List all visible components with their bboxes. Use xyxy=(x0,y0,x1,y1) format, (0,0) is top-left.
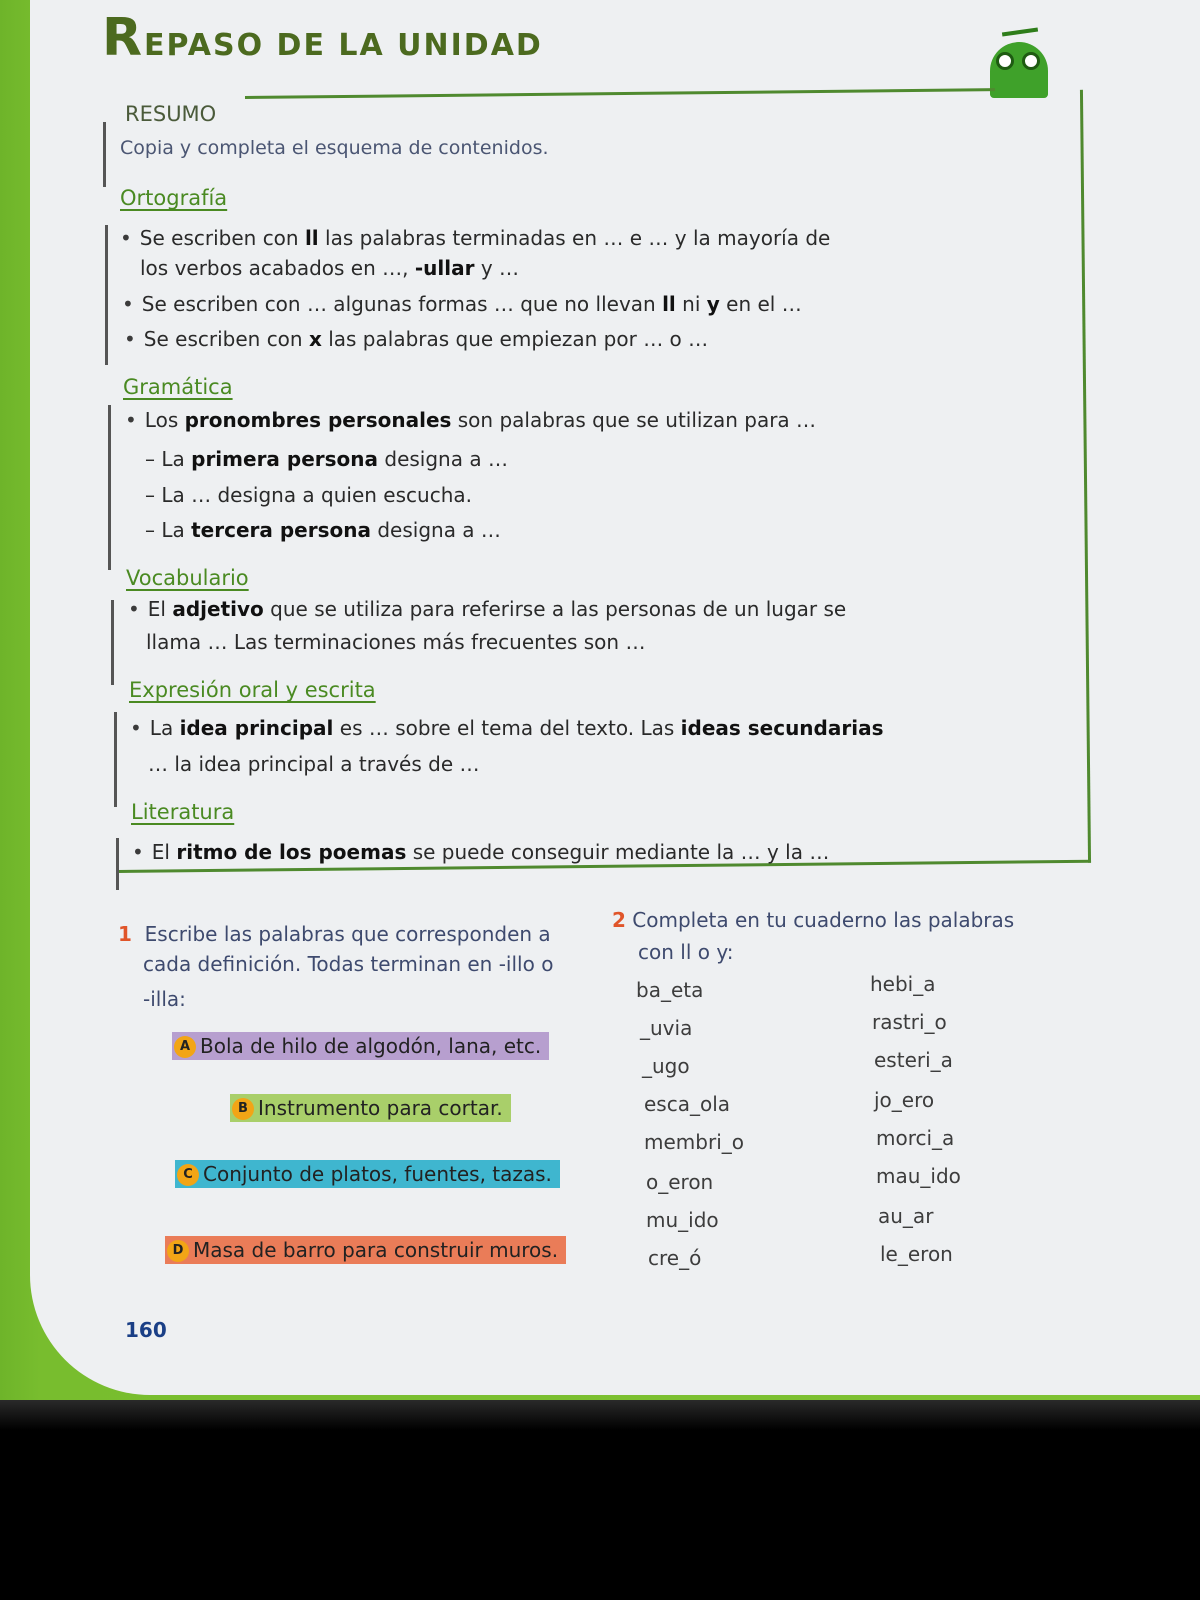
word-col2-6: mau_ido xyxy=(876,1164,961,1188)
exercise1-line-2: cada definición. Todas terminan en -illo o xyxy=(143,952,554,976)
gramatica-rule xyxy=(108,405,111,570)
intro-text: Copia y completa el esquema de contenidos. xyxy=(120,137,549,159)
word-col1-2: _uvia xyxy=(640,1016,693,1040)
word-col2-1: hebi_a xyxy=(870,972,936,996)
definition-c-letter: C xyxy=(177,1164,199,1186)
section-vocabulario-heading: Vocabulario xyxy=(126,566,249,590)
intro-rule xyxy=(103,122,106,187)
gramatica-line-1: • Los pronombres personales son palabras que se utilizan para … xyxy=(125,408,816,432)
ortografia-line-2: los verbos acabados en …, -ullar y … xyxy=(140,256,520,280)
word-col1-5: membri_o xyxy=(644,1130,744,1154)
gramatica-line-2: – La primera persona designa a … xyxy=(145,447,508,471)
word-col2-2: rastri_o xyxy=(872,1010,947,1034)
definition-b: B Instrumento para cortar. xyxy=(230,1094,511,1122)
word-col1-4: esca_ola xyxy=(644,1092,731,1116)
word-col1-7: mu_ido xyxy=(646,1208,719,1232)
ortografia-line-1: • Se escriben con ll las palabras terminadas en … e … y la mayoría de xyxy=(120,226,830,250)
section-expresion-heading: Expresión oral y escrita xyxy=(129,678,376,702)
gramatica-line-3: – La … designa a quien escucha. xyxy=(145,483,472,507)
ortografia-line-4: • Se escriben con x las palabras que empiezan por … o … xyxy=(124,327,708,351)
definition-b-letter: B xyxy=(232,1098,254,1120)
word-col2-8: le_eron xyxy=(880,1242,953,1266)
expresion-line-2: … la idea principal a través de … xyxy=(148,752,480,776)
definition-c: C Conjunto de platos, fuentes, tazas. xyxy=(175,1160,560,1188)
word-col2-3: esteri_a xyxy=(874,1048,953,1072)
definition-a-letter: A xyxy=(174,1036,196,1058)
word-col1-1: ba_eta xyxy=(636,978,704,1002)
vocabulario-line-2: llama … Las terminaciones más frecuentes son … xyxy=(146,630,646,654)
mascot-eye-right xyxy=(1022,52,1040,70)
literatura-rule xyxy=(116,838,119,890)
expresion-line-1: • La idea principal es … sobre el tema del texto. Las ideas secundarias xyxy=(130,716,883,740)
gramatica-line-4: – La tercera persona designa a … xyxy=(145,518,501,542)
exercise2-line-2: con ll o y: xyxy=(638,940,734,964)
mascot-antenna xyxy=(1002,28,1038,37)
exercise2-line-1: 2 Completa en tu cuaderno las palabras xyxy=(612,908,1015,932)
section-literatura-heading: Literatura xyxy=(131,800,235,824)
literatura-line-1: • El ritmo de los poemas se puede conseguir mediante la … y la … xyxy=(132,840,829,864)
definition-a: A Bola de hilo de algodón, lana, etc. xyxy=(172,1032,549,1060)
title-initial: R xyxy=(102,8,145,68)
page-number: 160 xyxy=(125,1318,167,1342)
exercise1-line-1: 1 Escribe las palabras que corresponden a xyxy=(118,922,551,946)
expresion-rule xyxy=(114,712,117,807)
word-col2-4: jo_ero xyxy=(874,1088,935,1112)
definition-d-letter: D xyxy=(167,1240,189,1262)
word-col2-5: morci_a xyxy=(876,1126,955,1150)
exercise2-number: 2 xyxy=(612,908,626,932)
page-title xyxy=(102,8,543,68)
definition-d: D Masa de barro para construir muros. xyxy=(165,1236,566,1264)
section-ortografia-heading: Ortografía xyxy=(120,186,228,210)
resumo-label: RESUMO xyxy=(125,102,217,126)
ortografia-rule xyxy=(105,225,108,365)
exercise1-number: 1 xyxy=(118,922,132,946)
mascot-eye-left xyxy=(996,52,1014,70)
title-rest: EPASO DE LA UNIDAD xyxy=(144,28,543,63)
mascot-icon xyxy=(990,22,1050,100)
word-col2-7: au_ar xyxy=(878,1204,934,1228)
word-col1-3: _ugo xyxy=(642,1054,690,1078)
word-col1-8: cre_ó xyxy=(648,1246,702,1270)
exercise1-line-3: -illa: xyxy=(143,987,186,1011)
vocabulario-rule xyxy=(111,600,114,685)
word-col1-6: o_eron xyxy=(646,1170,714,1194)
ortografia-line-3: • Se escriben con … algunas formas … que no llevan ll ni y en el … xyxy=(122,292,802,316)
vocabulario-line-1: • El adjetivo que se utiliza para referirse a las personas de un lugar se xyxy=(128,597,846,621)
section-gramatica-heading: Gramática xyxy=(123,375,233,399)
